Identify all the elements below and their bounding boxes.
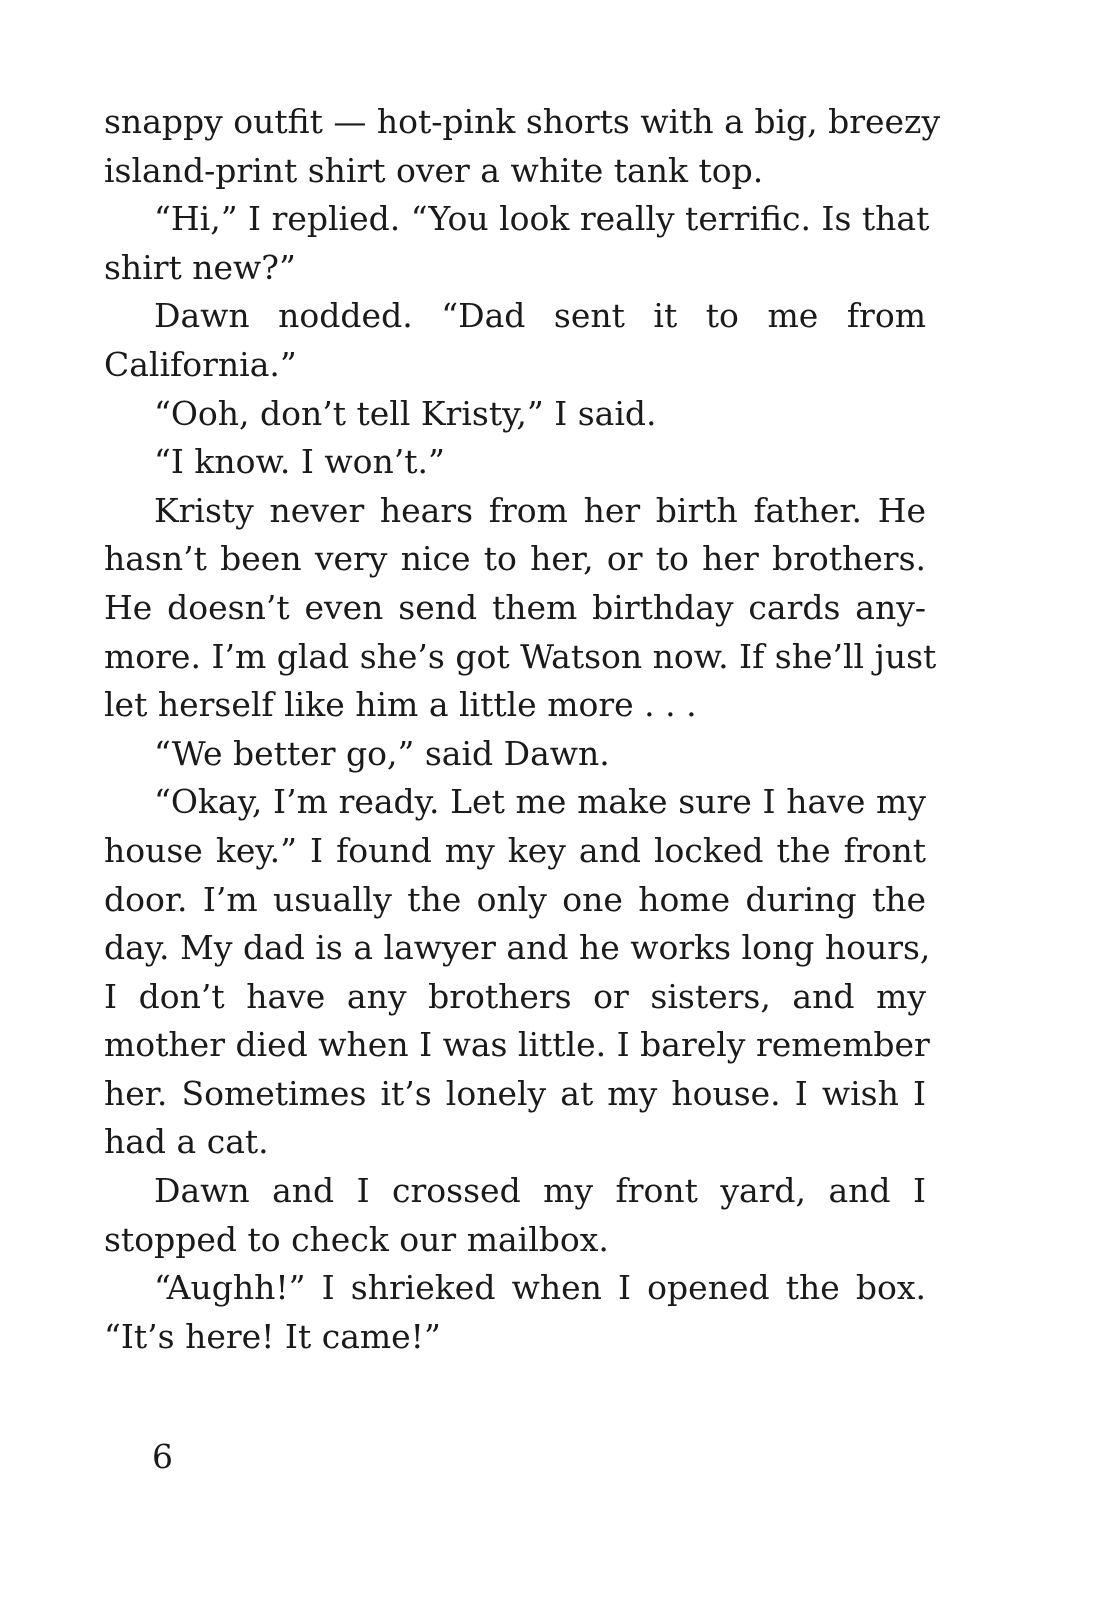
text-line: “I know. I won’t.” bbox=[154, 442, 445, 482]
text-line: California.” bbox=[104, 344, 297, 384]
text-line: shirt new?” bbox=[104, 247, 296, 287]
text-line: “Hi,” I replied. “You look really terrific. Is that bbox=[154, 199, 930, 239]
text-line: “Ooh, don’t tell Kristy,” I said. bbox=[154, 393, 657, 433]
text-line: Dawn nodded. “Dad sent it to me from bbox=[154, 296, 926, 336]
text-line: let herself like him a little more . . . bbox=[104, 685, 697, 725]
text-line: her. Sometimes it’s lonely at my house. I wish I bbox=[104, 1073, 926, 1113]
text-line: “Okay, I’m ready. Let me make sure I have my bbox=[154, 782, 926, 822]
text-line: door. I’m usually the only one home during the bbox=[104, 879, 926, 919]
text-line: “We better go,” said Dawn. bbox=[154, 733, 610, 773]
text-line: day. My dad is a lawyer and he works long hours, bbox=[104, 928, 931, 968]
text-line: house key.” I found my key and locked the front bbox=[104, 830, 926, 870]
text-line: island-print shirt over a white tank top. bbox=[104, 150, 764, 190]
page-number: 6 bbox=[152, 1437, 173, 1476]
body-text bbox=[104, 98, 941, 1361]
text-line: I don’t have any brothers or sisters, and my bbox=[104, 976, 926, 1016]
text-line: Dawn and I crossed my front yard, and I bbox=[154, 1171, 926, 1211]
text-line: stopped to check our mailbox. bbox=[104, 1219, 609, 1259]
text-line: more. I’m glad she’s got Watson now. If she’ll just bbox=[104, 636, 937, 676]
text-line: hasn’t been very nice to her, or to her brothers. bbox=[104, 539, 926, 579]
text-line: “Aughh!” I shrieked when I opened the box. bbox=[154, 1268, 926, 1308]
text-line: Kristy never hears from her birth father. He bbox=[154, 490, 926, 530]
text-line: snappy outfit — hot-pink shorts with a big, breezy bbox=[104, 102, 941, 141]
text-line: had a cat. bbox=[104, 1122, 269, 1162]
text-line: “It’s here! It came!” bbox=[104, 1316, 441, 1356]
text-line: He doesn’t even send them birthday cards any- bbox=[104, 587, 926, 627]
text-line: mother died when I was little. I barely remember bbox=[104, 1025, 930, 1065]
